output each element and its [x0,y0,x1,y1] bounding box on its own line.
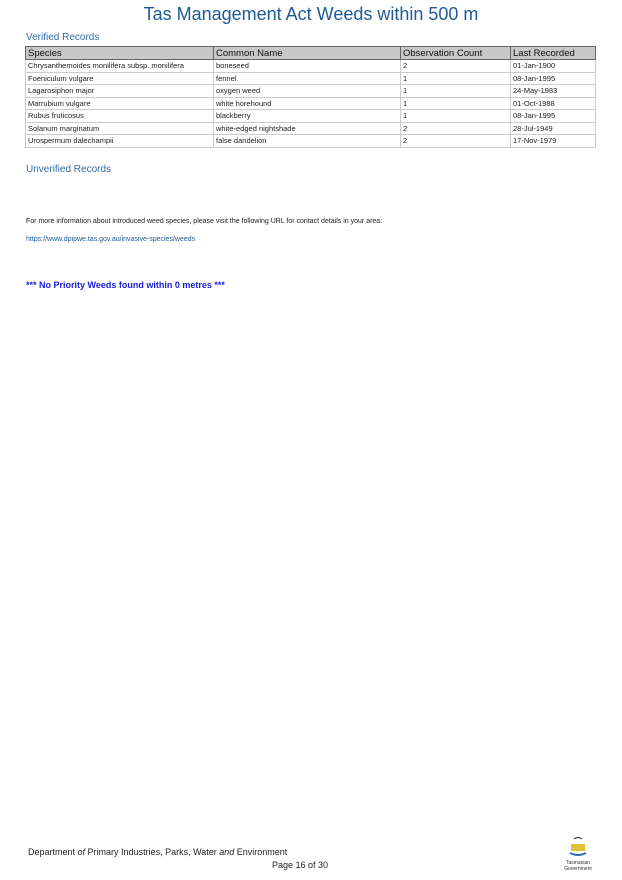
col-common-name: Common Name [214,47,401,60]
dept-text: Primary Industries, Parks, Water [85,847,220,857]
table-cell: Marrubium vulgare [26,97,214,110]
table-cell: 2 [401,122,511,135]
table-cell: white horehound [214,97,401,110]
page-number: Page 16 of 30 [272,860,329,870]
table-cell: 1 [401,72,511,85]
weeds-info-link[interactable]: https://www.dpipwe.tas.gov.au/invasive-species/weeds [26,236,196,243]
table-cell: 01-Oct-1988 [511,97,596,110]
department-name [28,847,287,857]
table-row [26,135,596,148]
table-cell: 28-Jul-1949 [511,122,596,135]
table-cell: Rubus fruticosus [26,110,214,123]
table-cell: false dandelion [214,135,401,148]
verified-records-heading: Verified Records [26,32,100,43]
verified-records-table [25,46,596,148]
dept-text: Environment [234,847,288,857]
table-cell: Solanum marginatum [26,122,214,135]
dept-text: of [77,847,86,857]
table-row [26,85,596,98]
table-cell: Lagarosiphon major [26,85,214,98]
table-cell: 2 [401,60,511,73]
table-cell: Chrysanthemoides monilifera subsp. monilifera [26,60,214,73]
page-title: Tas Management Act Weeds within 500 m [143,4,479,24]
table-row [26,97,596,110]
info-text: For more information about introduced weed species, please visit the following URL for contact details in your area: [26,218,383,225]
col-last-recorded: Last Recorded [511,47,596,60]
table-row [26,60,596,73]
table-cell: 1 [401,110,511,123]
table-cell: blackberry [214,110,401,123]
table-cell: oxygen weed [214,85,401,98]
table-cell: 08-Jan-1995 [511,110,596,123]
dept-text: Department [28,847,78,857]
table-cell: 01-Jan-1900 [511,60,596,73]
table-row [26,72,596,85]
table-cell: 08-Jan-1995 [511,72,596,85]
table-cell: Foeniculum vulgare [26,72,214,85]
thylacine-emblem-icon [566,836,590,858]
dept-text: and [219,847,235,857]
table-cell: Urospermum dalechampii [26,135,214,148]
logo-text: Government [564,866,592,872]
tasmanian-government-logo [558,836,598,872]
table-row [26,122,596,135]
table-cell: 24-May-1983 [511,85,596,98]
table-cell: 1 [401,85,511,98]
table-cell: 1 [401,97,511,110]
table-cell: white-edged nightshade [214,122,401,135]
unverified-records-heading: Unverified Records [26,164,112,175]
col-observation-count: Observation Count [401,47,511,60]
table-cell: 2 [401,135,511,148]
logo-text: Tasmanian [565,860,591,866]
table-cell: fennel [214,72,401,85]
table-cell: 17-Nov-1979 [511,135,596,148]
table-row [26,110,596,123]
priority-weeds-notice: *** No Priority Weeds found within 0 metres *** [26,280,225,290]
table-cell: boneseed [214,60,401,73]
col-species: Species [26,47,214,60]
